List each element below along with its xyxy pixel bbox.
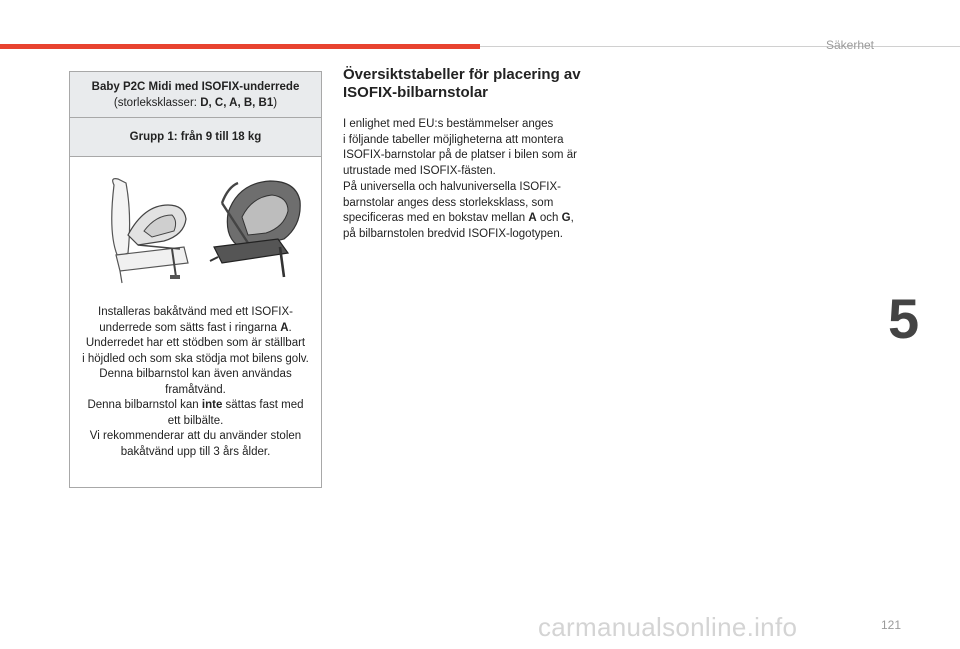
seat-illustrations xyxy=(70,157,321,305)
page-number: 121 xyxy=(880,618,901,632)
weight-group: Grupp 1: från 9 till 18 kg xyxy=(70,118,321,157)
watermark: carmanualsonline.info xyxy=(538,612,798,642)
chapter-number: 5 xyxy=(888,287,920,350)
article-body: I enlighet med EU:s bestämmelser anges i följande tabeller möjligheterna att montera ISOFIX-barnstolar på de platser i bilen som är utrustade med ISOFIX-fästen. På universella och halvuniversella ISOFIX- barnstolar anges dess storleksklass, som specificeras med en bokstav mellan A och G, på bilbarnstolen bredvid ISOFIX-logotypen. xyxy=(343,118,577,240)
seat-with-base-illustration xyxy=(208,177,304,281)
seat-installed-illustration xyxy=(104,175,204,287)
box-header xyxy=(70,72,321,118)
section-title: Säkerhet xyxy=(825,38,874,52)
seat-model-title: Baby P2C Midi med ISOFIX-underrede xyxy=(91,81,300,93)
header-accent-bar xyxy=(0,44,480,49)
child-seat-info-box xyxy=(69,71,322,488)
seat-description: Installeras bakåtvänd med ett ISOFIX- underrede som sätts fast i ringarna A. Underredet har ett stödben som är ställbart i höjdled och som ska stödja mot bilens golv. Denna bilbarnstol kan även användas framåtvänd. Denna bilbarnstol kan inte sättas fast med ett bilbälte. Vi rekommenderar att du använder stolen bakåtvänd upp till 3 års ålder. xyxy=(82,306,309,458)
header-rule xyxy=(480,46,960,47)
size-classes: (storleksklasser: D, C, A, B, B1) xyxy=(113,97,278,109)
article-heading: Översiktstabeller för placering av ISOFIX-bilbarnstolar xyxy=(343,66,581,101)
